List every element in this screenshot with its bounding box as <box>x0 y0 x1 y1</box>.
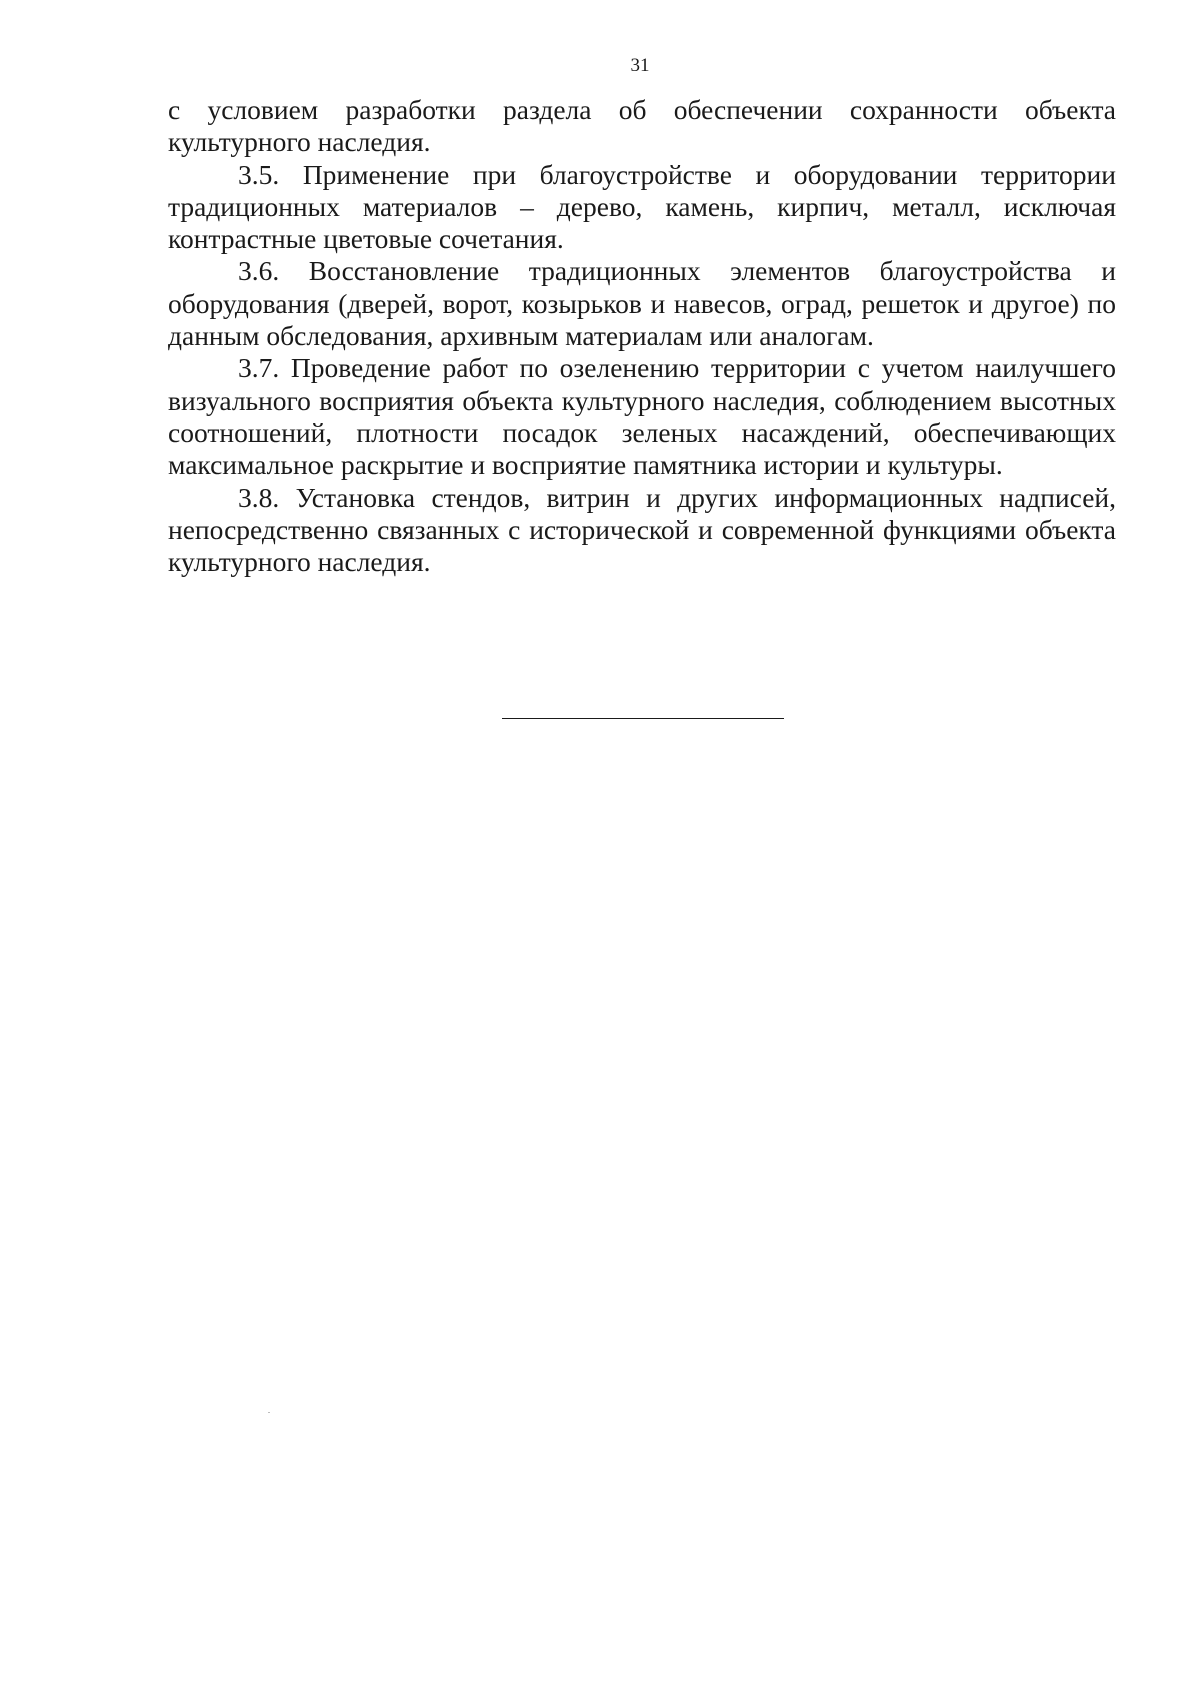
end-of-document-rule <box>502 718 784 719</box>
paragraph-item-3-7: 3.7. Проведение работ по озеленению территории с учетом наилучшего визуального восприятия объекта культурного наследия, соблюдением высотных соотношений, плотности посадок зеленых насаждений, обеспечивающих максимальное раскрытие и восприятие памятника истории и культуры. <box>168 352 1116 481</box>
scan-speck <box>268 1412 270 1413</box>
document-body <box>168 94 1116 578</box>
paragraph-item-3-5: 3.5. Применение при благоустройстве и оборудовании территории традиционных материалов – дерево, камень, кирпич, металл, исключая контрастные цветовые сочетания. <box>168 158 1116 255</box>
paragraph-continuation: с условием разработки раздела об обеспечении сохранности объекта культурного наследия. <box>168 94 1116 158</box>
paragraph-item-3-8: 3.8. Установка стендов, витрин и других информационных надписей, непосредственно связанных с исторической и современной функциями объекта культурного наследия. <box>168 481 1116 578</box>
page-number: 31 <box>630 55 650 76</box>
paragraph-item-3-6: 3.6. Восстановление традиционных элементов благоустройства и оборудования (дверей, ворот, козырьков и навесов, оград, решеток и другое) по данным обследования, архивным материалам или аналогам. <box>168 255 1116 352</box>
